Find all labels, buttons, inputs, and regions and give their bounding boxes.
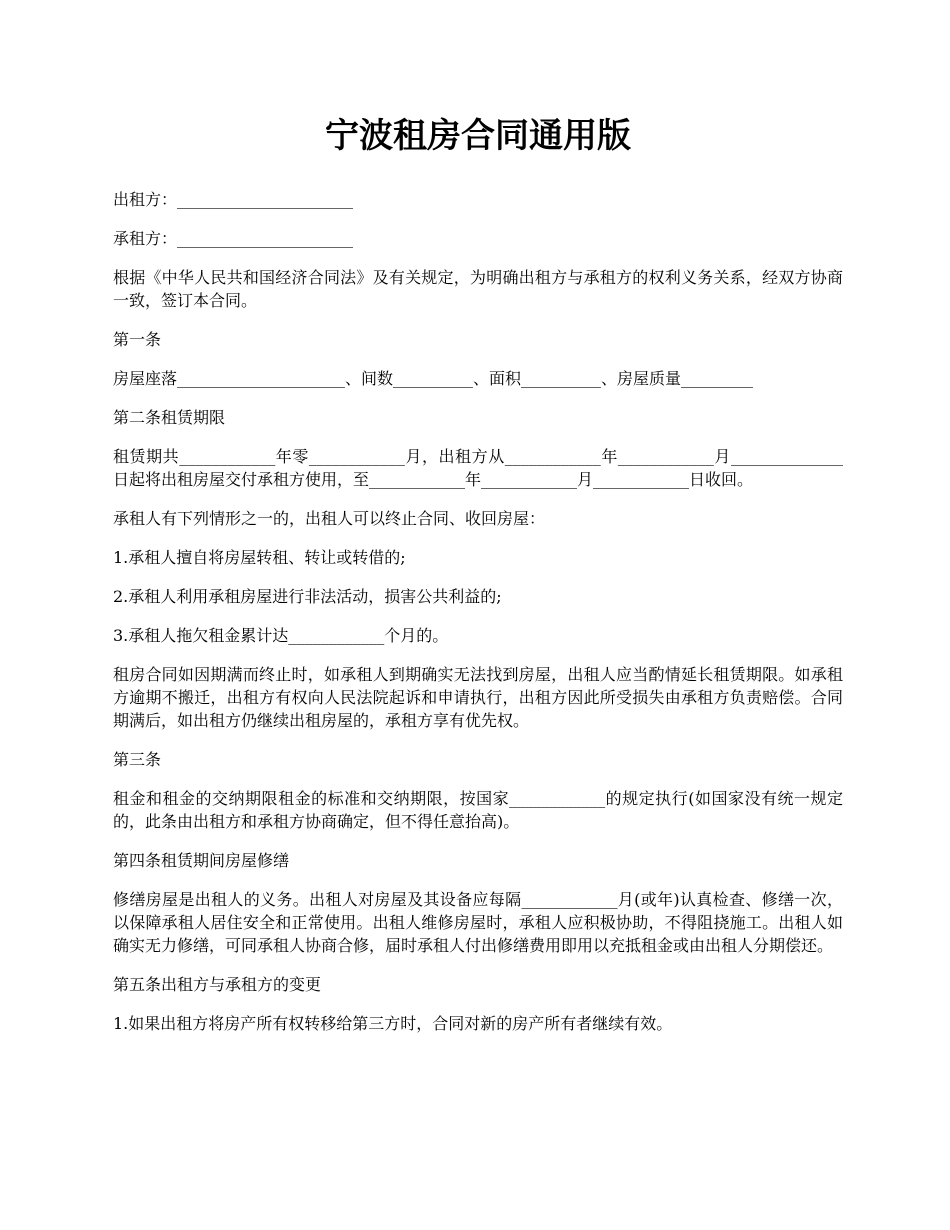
expiry-paragraph: 租房合同如因期满而终止时，如承租人到期确实无法找到房屋，出租人应当酌情延长租赁期限。如承租方逾期不搬迁，出租方有权向人民法院起诉和申请执行，出租方因此所受损失由承租方负责赔偿。合同期满后，如出租方仍继续出租房屋的，承租方享有优先权。 — [113, 665, 843, 730]
article-1-body: 房屋座落_____________________、间数__________、面积__________、房屋质量_________ — [113, 369, 754, 388]
preamble-paragraph: 根据《中华人民共和国经济合同法》及有关规定，为明确出租方与承租方的权利义务关系，经双方协商一致，签订本合同。 — [113, 268, 843, 310]
document-page — [113, 112, 843, 1051]
article-2-heading: 第二条租赁期限 — [113, 408, 226, 427]
lessee-line: 承租方：______________________ — [113, 229, 354, 248]
article-3-body: 租金和租金的交纳期限租金的标准和交纳期限，按国家____________的规定执行(如国家没有统一规定的，此条由出租方和承租方协商确定，但不得任意抬高)。 — [113, 789, 843, 831]
article-5-item-1: 1.如果出租方将房产所有权转移给第三方时，合同对新的房产所有者继续有效。 — [113, 1014, 673, 1033]
article-4-heading: 第四条租赁期间房屋修缮 — [113, 851, 290, 870]
termination-intro: 承租人有下列情形之一的，出租人可以终止合同、收回房屋： — [113, 509, 546, 528]
document-title: 宁波租房合同通用版 — [325, 116, 631, 156]
article-5-heading: 第五条出租方与承租方的变更 — [113, 975, 322, 994]
lessor-line: 出租方：______________________ — [113, 190, 354, 209]
article-1-heading: 第一条 — [113, 330, 162, 349]
termination-item-1: 1.承租人擅自将房屋转租、转让或转借的; — [113, 548, 406, 567]
termination-item-3: 3.承租人拖欠租金累计达____________个月的。 — [113, 626, 449, 645]
article-4-body: 修缮房屋是出租人的义务。出租人对房屋及其设备应每隔____________月(或年)认真检查、修缮一次，以保障承租人居住安全和正常使用。出租人维修房屋时，承租人应积极协助，不得阻挠施工。出租人如确实无力修缮，可同承租人协商合修，届时承租人付出修缮费用即用以充抵租金或由出租人分期偿还。 — [113, 890, 843, 955]
article-3-heading: 第三条 — [113, 750, 162, 769]
termination-item-2: 2.承租人利用承租房屋进行非法活动，损害公共利益的; — [113, 587, 502, 606]
article-2-body: 租赁期共____________年零____________月，出租方从____________年____________月______________日起将出租房屋交付承租方使用，至____________年____________月____________日收回。 — [113, 447, 843, 489]
